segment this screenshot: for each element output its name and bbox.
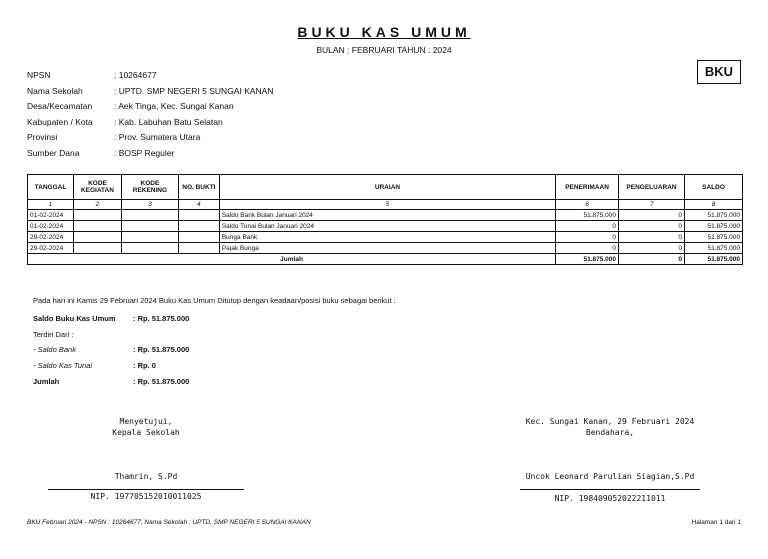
total-saldo: 51.875.000 — [685, 254, 743, 265]
cell-penerimaan: 0 — [556, 243, 619, 254]
table-row — [28, 243, 743, 254]
document-title: BUKU KAS UMUM — [297, 24, 471, 40]
right-signatory-nip: NIP. 198409052022211011 — [554, 494, 666, 503]
cell-pengeluaran: 0 — [619, 221, 685, 232]
cell-uraian: Bunga Bank — [219, 232, 555, 243]
header-penerimaan: PENERIMAAN — [556, 175, 619, 200]
cell-penerimaan: 51.875.000 — [556, 210, 619, 221]
cell-kegiatan — [73, 221, 121, 232]
info-value-fund: : BOSP Reguler — [114, 147, 175, 158]
cell-rekening — [121, 221, 178, 232]
column-number: 4 — [178, 200, 219, 210]
column-number: 3 — [121, 200, 178, 210]
info-label-fund: Sumber Dana — [27, 147, 80, 158]
cell-bukti — [178, 210, 219, 221]
header-kode-rekening: KODE REKENING — [121, 175, 178, 200]
summary-jumlah-label: Jumlah — [33, 377, 60, 386]
cell-rekening — [121, 232, 178, 243]
cell-tanggal: 01-02-2024 — [28, 210, 74, 221]
column-number: 7 — [619, 200, 685, 210]
column-number: 5 — [219, 200, 555, 210]
summary-saldo-value: : Rp. 51.875.000 — [133, 314, 190, 323]
footer-document-info: BKU Februari 2024 - NPSN : 10264677, Nama Sekolah : UPTD. SMP NEGERI 5 SUNGAI KANAN — [27, 519, 311, 526]
info-value-regency: : Kab. Labuhan Batu Selatan — [114, 116, 223, 127]
table-header-row — [28, 175, 743, 200]
info-value-npsn: : 10264677 — [114, 70, 157, 80]
cell-penerimaan: 0 — [556, 232, 619, 243]
header-saldo: SALDO — [685, 175, 743, 200]
info-value-school: : UPTD. SMP NEGERI 5 SUNGAI KANAN — [114, 85, 274, 96]
column-number: 2 — [73, 200, 121, 210]
cell-kegiatan — [73, 210, 121, 221]
left-signature-line — [48, 489, 244, 490]
info-label-school: Nama Sekolah — [27, 85, 83, 96]
cell-bukti — [178, 243, 219, 254]
summary-bank-value: : Rp. 51.875.000 — [133, 345, 190, 354]
total-label: Jumlah — [28, 254, 556, 265]
cell-tanggal: 01-02-2024 — [28, 221, 74, 232]
summary-tunai-value: : Rp. 0 — [133, 361, 156, 370]
left-signature-title: Kepala Sekolah — [112, 428, 180, 437]
left-signatory-name: Thamrin, S.Pd — [114, 472, 178, 481]
table-row — [28, 232, 743, 243]
header-kode-kegiatan: KODE KEGIATAN — [73, 175, 121, 200]
summary-jumlah-value: : Rp. 51.875.000 — [133, 377, 190, 386]
cell-uraian: Saldo Bank Bulan Januari 2024 — [219, 210, 555, 221]
table-row — [28, 210, 743, 221]
closing-statement: Pada hari ini Kamis 29 Februari 2024 Buku Kas Umum Ditutup dengan keadaan/posisi buku sebagai berikut : — [33, 296, 396, 305]
header-pengeluaran: PENGELUARAN — [619, 175, 685, 200]
cash-book-table — [27, 174, 743, 265]
cell-rekening — [121, 243, 178, 254]
column-number: 8 — [685, 200, 743, 210]
right-signature-title: Bendahara, — [585, 428, 635, 437]
info-label-npsn: NPSN — [27, 70, 51, 80]
footer-page-number: Halaman 1 dari 1 — [691, 519, 741, 526]
column-number: 1 — [28, 200, 74, 210]
total-penerimaan: 51.875.000 — [556, 254, 619, 265]
bku-badge: BKU — [697, 60, 741, 84]
cell-bukti — [178, 221, 219, 232]
header-tanggal: TANGGAL — [28, 175, 74, 200]
info-value-district: : Aek Tinga, Kec. Sungai Kanan — [114, 101, 234, 111]
total-pengeluaran: 0 — [619, 254, 685, 265]
cell-penerimaan: 0 — [556, 221, 619, 232]
cell-rekening — [121, 210, 178, 221]
cell-tanggal: 29-02-2024 — [28, 243, 74, 254]
right-signatory-name: Uncok Leonard Parulian Siagian,S.Pd — [525, 472, 695, 481]
table-row — [28, 221, 743, 232]
info-label-regency: Kabupaten / Kota — [27, 116, 93, 127]
cell-pengeluaran: 0 — [619, 232, 685, 243]
summary-bank-label: - Saldo Bank — [33, 345, 76, 354]
table-total-row — [28, 254, 743, 265]
cell-saldo: 51.875.000 — [685, 243, 743, 254]
cell-uraian: Pajak Bunga — [219, 243, 555, 254]
cell-uraian: Saldo Tunai Bulan Januari 2024 — [219, 221, 555, 232]
right-signature-place-date: Kec. Sungai Kanan, 29 Februari 2024 — [525, 417, 695, 426]
info-value-province: : Prov. Sumatera Utara — [114, 132, 201, 142]
column-number-row — [28, 200, 743, 210]
info-label-district: Desa/Kecamatan — [27, 101, 93, 111]
cell-kegiatan — [73, 243, 121, 254]
summary-tunai-label: - Saldo Kas Tunai — [33, 361, 93, 370]
cell-pengeluaran: 0 — [619, 243, 685, 254]
cell-saldo: 51.875.000 — [685, 210, 743, 221]
cell-tanggal: 29-02-2024 — [28, 232, 74, 243]
cell-saldo: 51.875.000 — [685, 221, 743, 232]
summary-saldo-label: Saldo Buku Kas Umum — [33, 314, 116, 323]
cell-bukti — [178, 232, 219, 243]
column-number: 6 — [556, 200, 619, 210]
right-signature-line — [520, 489, 700, 490]
left-signature-role: Menyetujui, — [119, 417, 173, 426]
cell-kegiatan — [73, 232, 121, 243]
cell-saldo: 51.875.000 — [685, 232, 743, 243]
info-label-province: Provinsi — [27, 132, 58, 142]
summary-terdiri-label: Terdiri Dari : — [33, 330, 74, 339]
header-no-bukti: NO. BUKTI — [178, 175, 219, 200]
header-uraian: URAIAN — [219, 175, 555, 200]
document-period: BULAN : FEBRUARI TAHUN : 2024 — [316, 45, 452, 55]
cell-pengeluaran: 0 — [619, 210, 685, 221]
left-signatory-nip: NIP. 197705152010011025 — [90, 492, 202, 501]
